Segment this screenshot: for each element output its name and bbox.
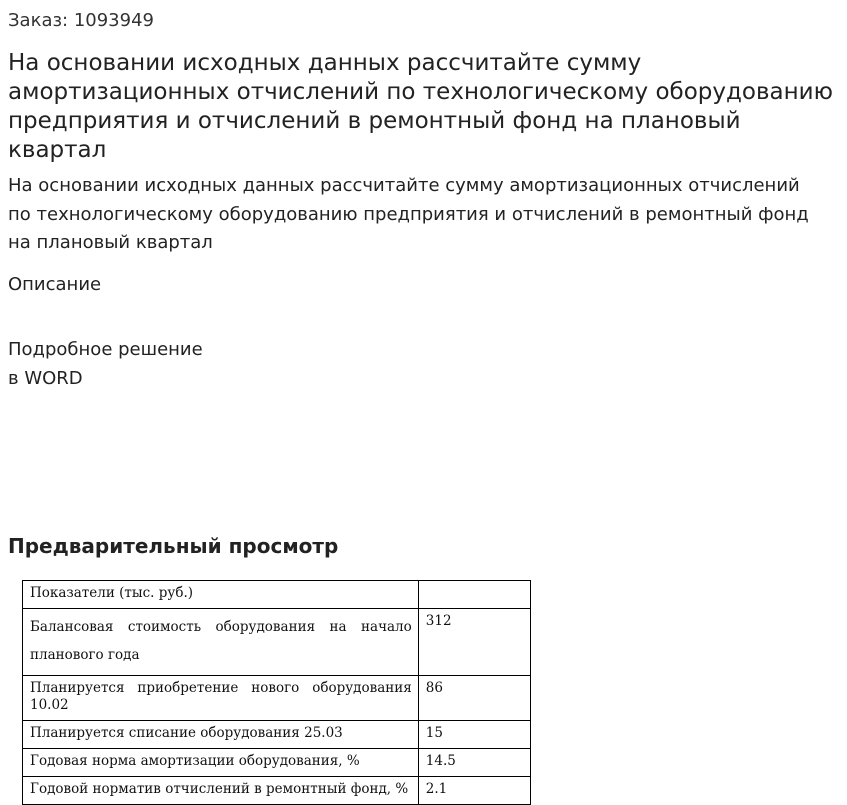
table-cell-label: Планируется приобретение нового оборудования 10.02 [23, 676, 419, 721]
preview-table [22, 580, 531, 805]
table-cell-value: 86 [418, 676, 530, 721]
table-cell-value: 312 [418, 609, 530, 676]
table-row [23, 749, 531, 777]
table-cell-label: Показатели (тыс. руб.) [23, 581, 419, 609]
table-row [23, 777, 531, 805]
page-title: На основании исходных данных рассчитайте сумму амортизационных отчислений по технологическому оборудованию предприятия и отчислений в ремонтный фонд на плановый квартал [8, 50, 833, 163]
table-cell-label: Годовой норматив отчислений в ремонтный фонд, % [23, 777, 419, 805]
table-row [23, 721, 531, 749]
table-cell-label: Планируется списание оборудования 25.03 [23, 721, 419, 749]
solution-info [8, 335, 203, 393]
solution-line-1: Подробное решение [8, 339, 203, 360]
solution-line-2: в WORD [8, 368, 83, 389]
table-row [23, 676, 531, 721]
table-cell-value: 2.1 [418, 777, 530, 805]
table-row [23, 609, 531, 676]
order-number: Заказ: 1093949 [8, 10, 154, 31]
table-cell-label: Годовая норма амортизации оборудования, % [23, 749, 419, 777]
table-cell-label: Балансовая стоимость оборудования на начало планового года [23, 609, 419, 676]
task-summary: На основании исходных данных рассчитайте сумму амортизационных отчислений по технологическому оборудованию предприятия и отчислений в ремонтный фонд на плановый квартал [8, 175, 809, 253]
table-row [23, 581, 531, 609]
table-cell-value: 14.5 [418, 749, 530, 777]
table-cell-value: 15 [418, 721, 530, 749]
preview-heading: Предварительный просмотр [8, 534, 339, 558]
description-label: Описание [8, 274, 102, 295]
table-cell-value [418, 581, 530, 609]
